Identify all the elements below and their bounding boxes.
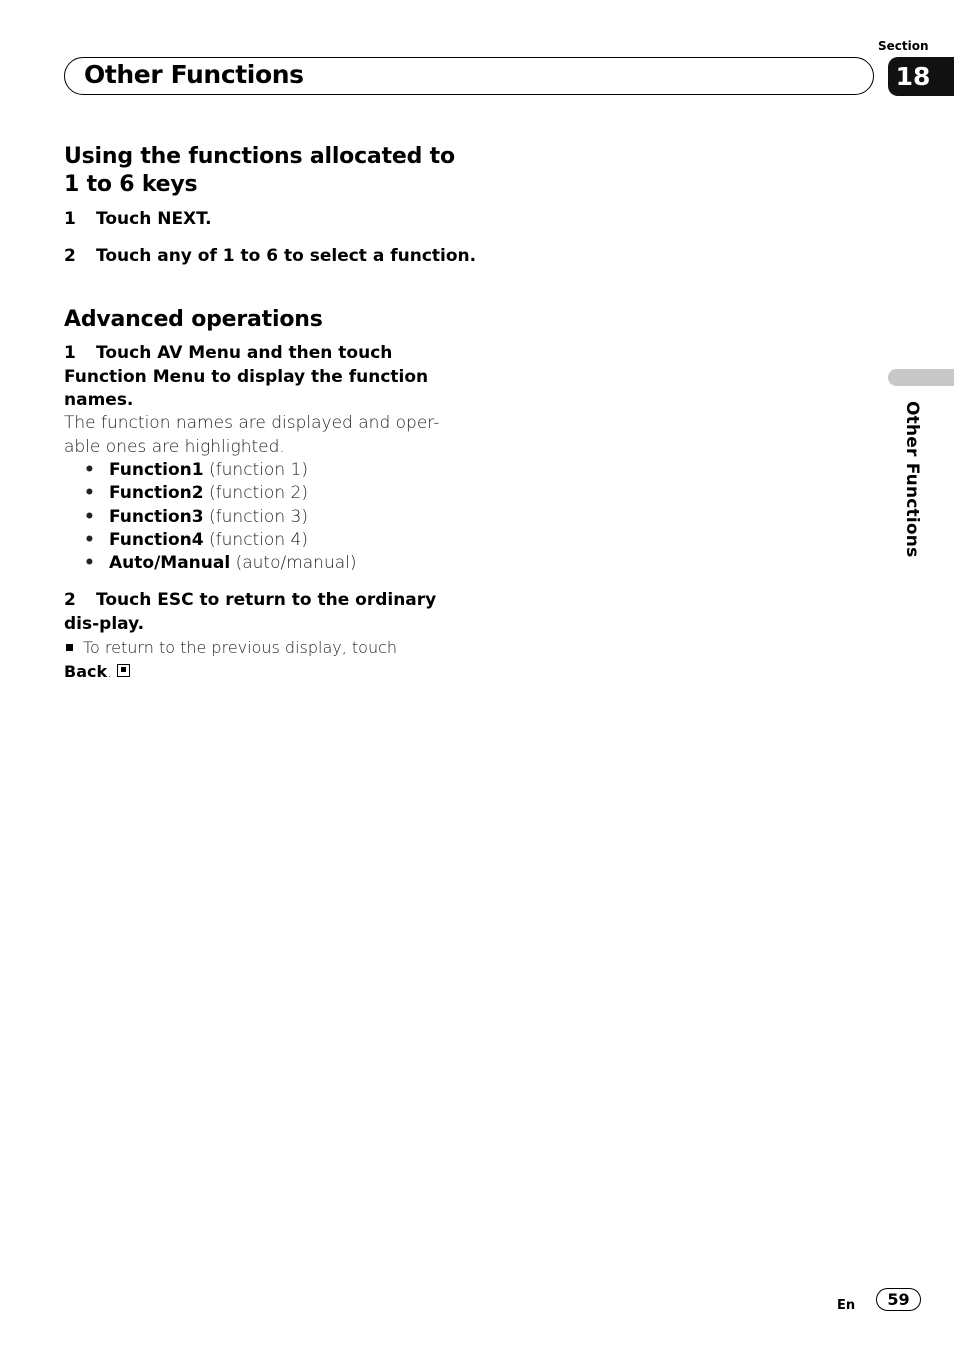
note-bold-term: Back <box>64 661 108 681</box>
step-number: 1 <box>64 343 76 363</box>
function-name: Function3 <box>109 506 204 527</box>
heading-using-functions: Using the functions allocated to 1 to 6 keys <box>64 144 455 197</box>
list-item <box>84 529 357 552</box>
note-text: To return to the previous display, touch <box>83 638 398 657</box>
note <box>64 636 454 683</box>
section-number: 18 <box>895 62 931 91</box>
heading-advanced-operations: Advanced operations <box>64 307 323 332</box>
bullet-icon: • <box>84 506 95 527</box>
bullet-icon: • <box>84 553 95 574</box>
step-text: Touch NEXT. <box>96 209 212 229</box>
function-list <box>84 459 357 575</box>
step-number: 2 <box>64 246 76 266</box>
step-description: The function names are displayed and oper-able ones are highlighted. <box>64 413 440 457</box>
step-touch-next <box>64 208 212 232</box>
step-number: 2 <box>64 590 76 610</box>
function-name: Function2 <box>109 483 204 504</box>
language-label: En <box>837 1298 856 1313</box>
end-mark-icon <box>117 664 130 677</box>
list-item <box>84 482 357 505</box>
list-item <box>84 506 357 529</box>
step-touch-esc <box>64 589 454 636</box>
bullet-icon: • <box>84 460 95 480</box>
function-desc: (auto/manual) <box>235 553 357 574</box>
function-name: Auto/Manual <box>109 553 231 574</box>
note-square-icon <box>66 644 73 651</box>
function-desc: (function 3) <box>209 506 308 527</box>
section-label: Section <box>878 39 929 53</box>
function-name: Function4 <box>109 529 204 550</box>
step-touch-av-menu <box>64 342 444 413</box>
page-number: 59 <box>887 1290 910 1309</box>
step-touch-any <box>64 245 476 269</box>
page-title: Other Functions <box>84 60 304 89</box>
bullet-icon: • <box>84 483 95 504</box>
step-text: Touch ESC to return to the ordinary dis-play. <box>64 590 437 634</box>
step-number: 1 <box>64 209 76 229</box>
list-item <box>84 552 357 575</box>
list-item <box>84 459 357 482</box>
side-tab-label: Other Functions <box>902 401 922 558</box>
step-text: Touch any of 1 to 6 to select a function. <box>96 246 477 266</box>
function-desc: (function 4) <box>209 529 308 550</box>
function-name: Function1 <box>109 460 204 480</box>
step-text: Touch AV Menu and then touch Function Menu to display the function names. <box>64 343 429 410</box>
function-desc: (function 1) <box>209 460 308 480</box>
bullet-icon: • <box>84 529 95 550</box>
note-tail: . <box>107 661 113 681</box>
function-desc: (function 2) <box>209 483 308 504</box>
side-tab-marker <box>888 369 954 386</box>
